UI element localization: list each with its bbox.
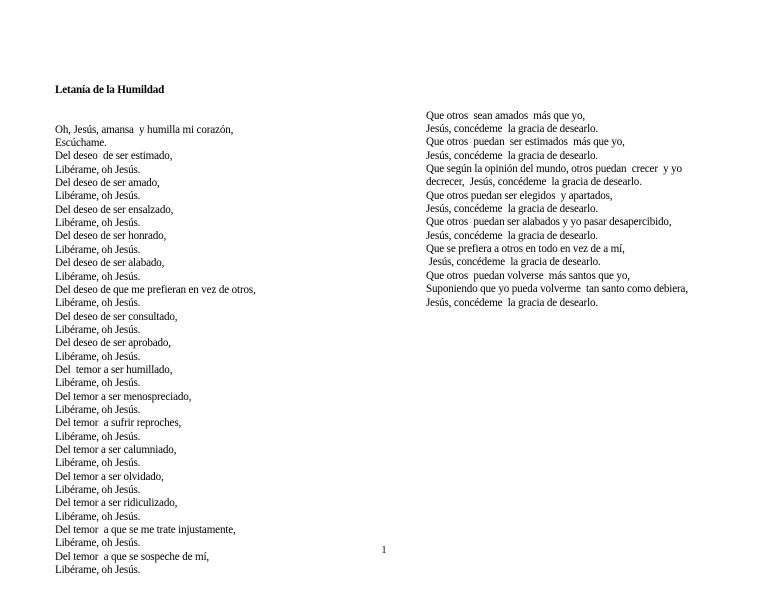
left-text-line: Libérame, oh Jesús. xyxy=(55,323,141,336)
document-title: Letanía de la Humildad xyxy=(55,83,165,96)
left-text-line: Libérame, oh Jesús. xyxy=(55,163,141,176)
left-text-line: Libérame, oh Jesús. xyxy=(55,270,141,283)
right-text-line: Jesús, concédeme la gracia de desearlo. xyxy=(426,296,599,309)
page-number: 1 xyxy=(381,545,387,556)
right-lines xyxy=(426,110,756,310)
left-text-line: Del temor a ser calumniado, xyxy=(55,443,177,456)
left-text-line: Libérame, oh Jesús. xyxy=(55,430,141,443)
right-text-line: Jesús, concédeme la gracia de desearlo. xyxy=(426,149,599,162)
left-text-line: Del temor a sufrir reproches, xyxy=(55,417,182,430)
left-text-line: Libérame, oh Jesús. xyxy=(55,457,141,470)
right-text-line: Suponiendo que yo pueda volverme tan santo como debiera, xyxy=(426,283,688,296)
right-column xyxy=(426,83,756,337)
left-text-line: Libérame, oh Jesús. xyxy=(55,217,141,230)
right-text-line: Jesús, concédeme la gracia de desearlo. xyxy=(426,123,599,136)
right-text-line: Que se prefiera a otros en todo en vez de a mí, xyxy=(426,243,625,256)
left-text-line: Del deseo de ser estimado, xyxy=(55,150,173,163)
left-text-line: Del deseo de ser honrado, xyxy=(55,230,167,243)
left-text-line: Del deseo de que me prefieran en vez de otros, xyxy=(55,283,256,296)
right-text-line: Que otros puedan ser estimados más que yo, xyxy=(426,136,625,149)
left-text-line: Del temor a ser menospreciado, xyxy=(55,390,192,403)
left-text-line: Libérame, oh Jesús. xyxy=(55,377,141,390)
left-text-line: Del deseo de ser aprobado, xyxy=(55,337,171,350)
left-text-line: Del temor a ser humillado, xyxy=(55,363,173,376)
left-text-line: Del temor a que se me trate injustamente, xyxy=(55,524,236,537)
left-text-line: Libérame, oh Jesús. xyxy=(55,403,141,416)
left-text-line: Libérame, oh Jesús. xyxy=(55,190,141,203)
left-text-line: Libérame, oh Jesús. xyxy=(55,297,141,310)
left-text-line: Del temor a que se sospeche de mí, xyxy=(55,550,210,563)
right-text-line: Que otros puedan volverse más santos que yo, xyxy=(426,269,630,282)
left-text-line: Del temor a ser olvidado, xyxy=(55,470,164,483)
right-text-line: Jesús, concédeme la gracia de desearlo. xyxy=(426,203,599,216)
right-text-line: Que según la opinión del mundo, otros puedan crecer y yo xyxy=(426,163,682,176)
right-text-line: Que otros puedan ser alabados y yo pasar desapercibido, xyxy=(426,216,672,229)
left-text-line: Libérame, oh Jesús. xyxy=(55,564,141,577)
right-text-line: decrecer, Jesús, concédeme la gracia de desearlo. xyxy=(426,176,642,189)
left-lines xyxy=(55,124,385,578)
left-text-line: Libérame, oh Jesús. xyxy=(55,510,141,523)
left-text-line: Libérame, oh Jesús. xyxy=(55,484,141,496)
left-text-line: Libérame, oh Jesús. xyxy=(55,350,141,363)
left-text-line: Escúchame. xyxy=(55,137,107,150)
left-text-line: Del deseo de ser alabado, xyxy=(55,257,165,270)
left-text-line: Del deseo de ser ensalzado, xyxy=(55,203,174,216)
left-text-line: Libérame, oh Jesús. xyxy=(55,243,141,256)
left-column xyxy=(55,57,385,604)
left-text-line: Del temor a ser ridiculizado, xyxy=(55,497,178,510)
right-text-line: Que otros sean amados más que yo, xyxy=(426,109,585,122)
left-text-line: Libérame, oh Jesús. xyxy=(55,537,141,550)
left-text-line: Del deseo de ser amado, xyxy=(55,177,160,190)
right-text-line: Jesús, concédeme la gracia de desearlo. xyxy=(426,229,599,242)
right-text-line: Jesús, concédeme la gracia de desearlo. xyxy=(426,256,601,269)
left-text-line: Del deseo de ser consultado, xyxy=(55,310,178,323)
left-text-line: Oh, Jesús, amansa y humilla mi corazón, xyxy=(55,123,234,136)
right-text-line: Que otros puedan ser elegidos y apartados, xyxy=(426,189,613,202)
